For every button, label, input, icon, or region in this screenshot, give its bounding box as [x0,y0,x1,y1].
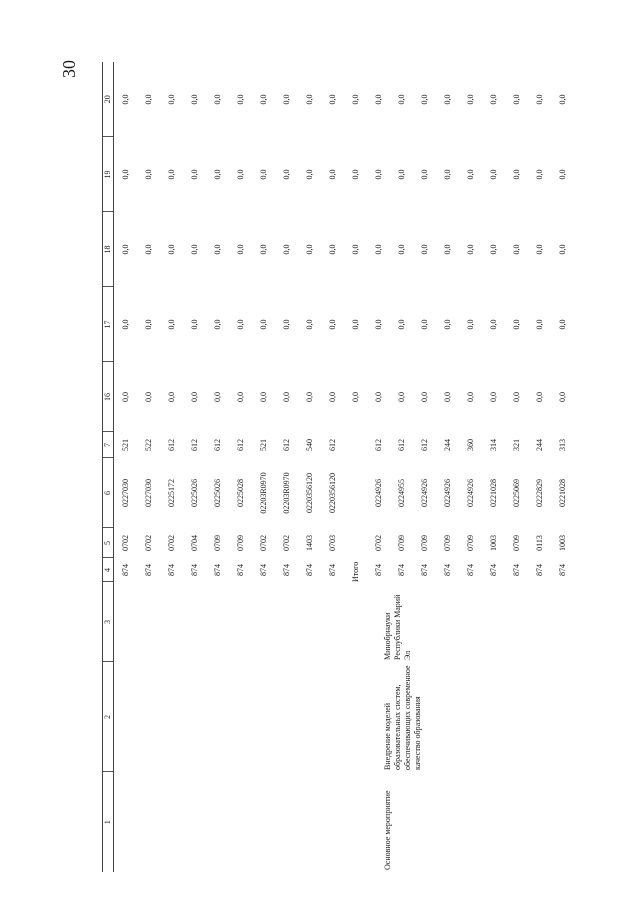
table-cell [252,772,275,872]
table-cell: 0224955 [396,479,406,507]
table-cell: 0224926 [465,479,475,507]
table-cell: 0,0 [143,392,153,402]
table-cell: 612 [373,439,383,451]
table-cell: 0,0 [373,319,383,330]
table-cell: 360 [465,439,475,451]
table-row [321,62,344,872]
table-cell: 0,0 [396,169,406,180]
table-cell: 0,0 [534,94,544,105]
table-cell: 0,0 [442,94,452,105]
table-cell: 0,0 [327,392,337,402]
table-cell [114,662,138,772]
table-cell: 0227030 [143,479,153,507]
table-cell: 0224926 [419,479,429,507]
table-cell: 0,0 [511,392,521,402]
table-cell: 244 [442,439,452,451]
table-cell: 0,0 [235,319,245,330]
table-cell: 0702 [120,535,130,551]
table-row [275,62,298,872]
table-cell: 874 [212,564,222,576]
table-cell [229,582,252,662]
table-cell: 0227030 [120,479,130,507]
table-cell: 874 [442,564,452,576]
table-cell: 0,0 [327,244,337,255]
table-cell: 0,0 [143,244,153,255]
table-cell: 0,0 [534,319,544,330]
table-cell: 0,0 [350,169,360,180]
table-cell: 540 [304,439,314,451]
table-cell: 1003 [488,535,498,551]
table-cell: 612 [281,439,291,451]
table-cell [137,582,160,662]
table-cell [344,662,367,772]
table-cell: 0,0 [258,169,268,180]
column-header: 6 [103,458,114,528]
table-cell: 0,0 [120,244,130,255]
table-cell [275,772,298,872]
table-cell: 0,0 [258,319,268,330]
table-cell [137,662,160,772]
table-cell: 0,0 [281,392,291,402]
table-cell: 0,0 [488,319,498,330]
table-cell: 874 [304,564,314,576]
table-cell: 0,0 [442,244,452,255]
table-cell: 0709 [511,535,521,551]
column-header: 20 [103,62,114,137]
table-cell: 0,0 [189,169,199,180]
table-cell: 0220356120 [327,473,337,513]
table-cell: 0,0 [235,392,245,402]
table-cell: 0703 [327,535,337,551]
table-cell: 0,0 [557,169,567,180]
table-cell: 0,0 [396,392,406,402]
table-cell: 321 [511,439,521,451]
table-cell: 0224926 [442,479,452,507]
table-row [367,62,390,872]
table-cell: 0,0 [465,244,475,255]
column-header: 7 [103,432,114,458]
table-cell: 0,0 [281,319,291,330]
table-row [160,62,183,872]
table-cell: 0,0 [396,244,406,255]
table-cell: 0,0 [120,392,130,402]
itogo-row [344,62,367,872]
table-cell: 0,0 [534,392,544,402]
table-cell: 0,0 [396,94,406,105]
table-row [298,62,321,872]
table-cell: 0,0 [258,392,268,402]
table-cell [206,582,229,662]
table-cell: 0,0 [442,169,452,180]
table-cell: 0,0 [465,169,475,180]
table-cell: 0,0 [511,169,521,180]
header-row [103,62,114,872]
table-cell: 0,0 [465,94,475,105]
table-cell: 0,0 [120,94,130,105]
table-cell: 0,0 [373,169,383,180]
table-cell: 874 [327,564,337,576]
table-cell: 0,0 [511,319,521,330]
table-cell: 0,0 [212,319,222,330]
table-cell: 0225026 [189,479,199,507]
table-cell: Минобрнауки Республики Марий Эл [383,594,412,660]
table-cell: 0221028 [557,479,567,507]
table-cell: 0221028 [488,479,498,507]
table-cell: 0,0 [212,244,222,255]
table-cell: 0,0 [143,169,153,180]
table-cell: 0113 [534,535,544,551]
table-cell [275,582,298,662]
table-cell: 874 [419,564,429,576]
table-cell: 0,0 [258,244,268,255]
table-cell [298,772,321,872]
table-cell: 0,0 [281,169,291,180]
table-cell: 0709 [442,535,452,551]
table-cell: 612 [327,439,337,451]
table-cell [321,662,344,772]
table-cell [344,772,367,872]
table-cell: 0,0 [143,94,153,105]
table-cell: Внедрение моделей образовательных систем, обеспечивающих современное качество образования [383,665,422,770]
column-header: 16 [103,362,114,432]
table-cell: 0,0 [327,319,337,330]
table-cell: 874 [511,564,521,576]
table-cell: 244 [534,439,544,451]
table-cell: 0,0 [304,169,314,180]
table-cell: 0,0 [373,94,383,105]
table-cell: 0,0 [511,94,521,105]
column-header: 4 [103,558,114,582]
table-cell: 0,0 [442,319,452,330]
table-cell: 0,0 [373,392,383,402]
table-cell: 0,0 [557,244,567,255]
table-cell: 314 [488,439,498,451]
table-cell: 0,0 [350,94,360,105]
table-cell: 874 [143,564,153,576]
table-cell: 0,0 [212,169,222,180]
column-header: 19 [103,137,114,212]
table-cell: 874 [534,564,544,576]
table-row [183,62,206,872]
table-cell: 521 [120,439,130,451]
table-cell: 0,0 [534,169,544,180]
table-cell: 0,0 [258,94,268,105]
table-cell: 0,0 [212,392,222,402]
table-cell: 0,0 [557,392,567,402]
table-cell [298,582,321,662]
table-cell: 0,0 [212,94,222,105]
table-cell: 874 [189,564,199,576]
table-cell: 0224926 [373,479,383,507]
table-cell: 0,0 [189,244,199,255]
table-cell: 0,0 [189,319,199,330]
table-cell: 0,0 [235,244,245,255]
table-cell: 0,0 [557,319,567,330]
table-cell: 02203R0970 [258,472,268,514]
table-cell: 0702 [166,535,176,551]
table-cell [321,582,344,662]
table-row [252,62,275,872]
table-body [114,62,575,872]
table-cell: 0,0 [465,392,475,402]
table-cell: 0225026 [212,479,222,507]
column-header: 5 [103,528,114,558]
column-header: 18 [103,212,114,287]
table-row [114,62,138,872]
table-cell: 0220356120 [304,473,314,513]
table-cell: 0,0 [350,392,360,402]
table-cell: 521 [258,439,268,451]
table-cell: Основное мероприятие [383,790,392,870]
table-cell: 0,0 [419,319,429,330]
table-cell: 0,0 [419,94,429,105]
table-cell: 0709 [212,535,222,551]
table-cell [114,582,138,662]
table-cell [183,772,206,872]
table-cell: 0,0 [419,392,429,402]
table-cell: 0,0 [304,244,314,255]
table-cell: 0,0 [166,392,176,402]
table-cell: 874 [557,564,567,576]
table-cell: 0,0 [189,94,199,105]
table-cell: 0,0 [166,319,176,330]
column-header: 2 [103,662,114,772]
table-cell: 0,0 [281,244,291,255]
table-cell: 612 [189,439,199,451]
table-cell: 313 [557,439,567,451]
table-cell: 0,0 [350,319,360,330]
table-cell: 612 [212,439,222,451]
table-cell: 0225172 [166,479,176,507]
budget-table [102,62,574,872]
table-cell [321,772,344,872]
table-cell: 0,0 [350,244,360,255]
table-cell: 0,0 [281,94,291,105]
table-cell: 612 [235,439,245,451]
table-cell: 02203R0970 [281,472,291,514]
table-cell: 0,0 [488,169,498,180]
table-cell: 0702 [373,535,383,551]
table-cell: 0,0 [327,169,337,180]
table-cell [229,662,252,772]
table-cell: 522 [143,439,153,451]
table-cell: 0,0 [143,319,153,330]
table-cell: 0702 [143,535,153,551]
table-cell [114,772,138,872]
table-cell: 0,0 [304,319,314,330]
table-cell: 874 [120,564,130,576]
table-cell: 874 [281,564,291,576]
table-cell: 0,0 [235,94,245,105]
table-cell: 874 [488,564,498,576]
table-cell: 612 [396,439,406,451]
table-cell: 874 [396,564,406,576]
table-cell: 874 [235,564,245,576]
table-cell: 0709 [396,535,406,551]
table-cell [206,662,229,772]
table-cell [160,772,183,872]
page-number: 30 [59,60,79,78]
table-cell: 0,0 [419,169,429,180]
table-cell [183,662,206,772]
column-header: 3 [103,582,114,662]
table-cell: 0,0 [557,94,567,105]
table-cell: 612 [419,439,429,451]
table-cell: 0,0 [511,244,521,255]
table-cell: 874 [166,564,176,576]
table-cell: 0,0 [166,169,176,180]
table-cell: 0704 [189,535,199,551]
table-cell: 0,0 [442,392,452,402]
table-cell: 0702 [281,535,291,551]
table-cell: 0,0 [120,319,130,330]
table-cell [160,662,183,772]
rotated-table-container [102,62,567,872]
table-cell [298,662,321,772]
table-cell [183,582,206,662]
table-cell: 0,0 [465,319,475,330]
table-cell [344,582,367,662]
table-cell: 0,0 [419,244,429,255]
table-cell: 612 [166,439,176,451]
table-row [229,62,252,872]
table-cell: 0,0 [166,94,176,105]
column-header: 1 [103,772,114,872]
table-row [206,62,229,872]
table-cell: 0709 [235,535,245,551]
table-cell [252,582,275,662]
table-cell [206,772,229,872]
table-cell: 0222829 [534,479,544,507]
table-cell: 0,0 [304,392,314,402]
table-cell: 0,0 [373,244,383,255]
table-cell: 1003 [557,535,567,551]
table-cell: 0,0 [534,244,544,255]
table-cell: 0,0 [304,94,314,105]
table-cell: 0,0 [488,244,498,255]
column-header: 17 [103,287,114,362]
table-cell [275,662,298,772]
table-cell: 0,0 [396,319,406,330]
table-cell: 0,0 [120,169,130,180]
table-cell: 874 [258,564,268,576]
table-row [137,62,160,872]
table-cell: 0709 [419,535,429,551]
table-cell: 0709 [465,535,475,551]
table-cell: 874 [465,564,475,576]
table-cell: 0,0 [235,169,245,180]
table-cell: 0225028 [235,479,245,507]
table-cell: 0,0 [488,392,498,402]
table-cell: 1403 [304,535,314,551]
table-cell: 874 [373,564,383,576]
table-cell [252,662,275,772]
table-cell: 0,0 [189,392,199,402]
table-cell: 0225069 [511,479,521,507]
table-cell: Итого [350,561,360,582]
table-cell: 0,0 [166,244,176,255]
table-cell [137,772,160,872]
table-cell: 0,0 [488,94,498,105]
table-cell: 0702 [258,535,268,551]
table-cell [229,772,252,872]
table-cell [160,582,183,662]
table-cell: 0,0 [327,94,337,105]
